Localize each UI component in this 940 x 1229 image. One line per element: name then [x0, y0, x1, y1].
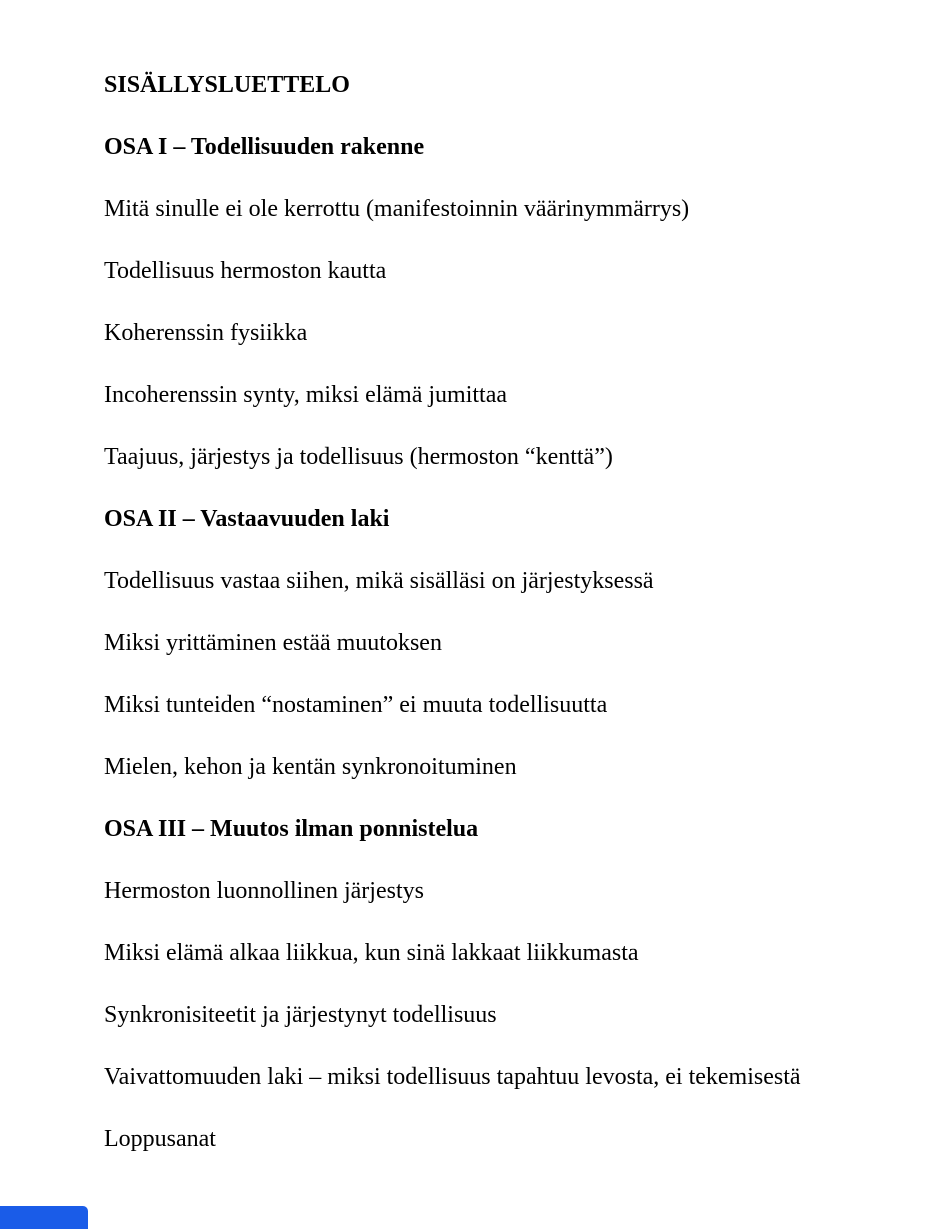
- toc-item: Miksi yrittäminen estää muutoksen: [104, 630, 442, 656]
- toc-item: Hermoston luonnollinen järjestys: [104, 878, 424, 904]
- toc-section-heading: OSA II – Vastaavuuden laki: [104, 506, 390, 532]
- toc-item: Loppusanat: [104, 1126, 216, 1152]
- toc-item: Miksi tunteiden “nostaminen” ei muuta todellisuutta: [104, 692, 608, 718]
- toc-item: Koherenssin fysiikka: [104, 320, 308, 346]
- toc-item: Mitä sinulle ei ole kerrottu (manifestoinnin väärinymmärrys): [104, 196, 690, 222]
- partial-blue-element[interactable]: [0, 1206, 88, 1229]
- toc-item: Todellisuus hermoston kautta: [104, 258, 387, 284]
- toc-item: Miksi elämä alkaa liikkua, kun sinä lakkaat liikkumasta: [104, 940, 639, 966]
- toc-section-heading: OSA III – Muutos ilman ponnistelua: [104, 816, 479, 842]
- toc-section-heading: OSA I – Todellisuuden rakenne: [104, 134, 425, 160]
- toc-item: Taajuus, järjestys ja todellisuus (hermoston “kenttä”): [104, 444, 613, 470]
- table-of-contents: [104, 71, 904, 1187]
- toc-item: Vaivattomuuden laki – miksi todellisuus tapahtuu levosta, ei tekemisestä: [104, 1064, 801, 1090]
- toc-item: Incoherenssin synty, miksi elämä jumittaa: [104, 382, 508, 408]
- toc-item: Todellisuus vastaa siihen, mikä sisälläsi on järjestyksessä: [104, 568, 654, 594]
- toc-item: Synkronisiteetit ja järjestynyt todellisuus: [104, 1002, 497, 1028]
- toc-title: SISÄLLYSLUETTELO: [104, 72, 350, 98]
- toc-item: Mielen, kehon ja kentän synkronoituminen: [104, 754, 517, 780]
